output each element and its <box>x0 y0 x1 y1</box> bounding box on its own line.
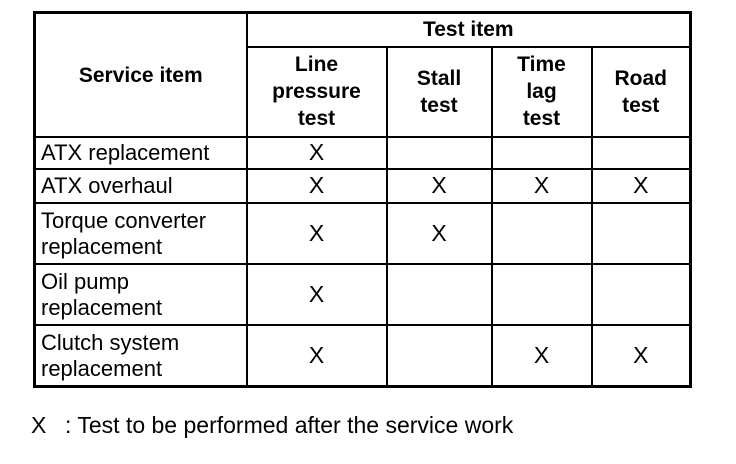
mark-cell <box>492 203 592 264</box>
footnote-text: : Test to be performed after the service work <box>65 412 514 438</box>
service-item-cell: Oil pump replacement <box>35 264 247 325</box>
mark-cell: X <box>247 137 387 169</box>
mark-cell <box>592 137 691 169</box>
mark-cell <box>592 264 691 325</box>
mark-cell <box>387 325 492 386</box>
table-row <box>35 169 691 204</box>
test-item-header: Test item <box>247 13 691 47</box>
mark-cell <box>492 137 592 169</box>
mark-cell: X <box>247 325 387 386</box>
service-item-cell: Torque converter replacement <box>35 203 247 264</box>
service-test-table <box>33 11 692 388</box>
col-header-time-lag-test: Time lag test <box>492 47 592 138</box>
mark-cell: X <box>247 264 387 325</box>
mark-cell: X <box>492 325 592 386</box>
table-row <box>35 203 691 264</box>
service-item-cell: Clutch system replacement <box>35 325 247 386</box>
footnote <box>31 412 513 439</box>
table-header-row <box>35 13 691 47</box>
mark-cell: X <box>387 203 492 264</box>
mark-cell: X <box>387 169 492 204</box>
mark-cell: X <box>492 169 592 204</box>
service-item-header: Service item <box>35 13 247 138</box>
mark-cell <box>387 264 492 325</box>
table-row <box>35 325 691 386</box>
mark-cell: X <box>592 325 691 386</box>
mark-cell <box>492 264 592 325</box>
mark-cell <box>592 203 691 264</box>
service-item-cell: ATX replacement <box>35 137 247 169</box>
col-header-stall-test: Stall test <box>387 47 492 138</box>
mark-cell: X <box>592 169 691 204</box>
mark-cell: X <box>247 203 387 264</box>
table-row <box>35 137 691 169</box>
service-item-cell: ATX overhaul <box>35 169 247 204</box>
col-header-line-pressure-test: Line pressure test <box>247 47 387 138</box>
footnote-symbol: X <box>31 412 47 438</box>
mark-cell <box>387 137 492 169</box>
col-header-road-test: Road test <box>592 47 691 138</box>
mark-cell: X <box>247 169 387 204</box>
table-row <box>35 264 691 325</box>
